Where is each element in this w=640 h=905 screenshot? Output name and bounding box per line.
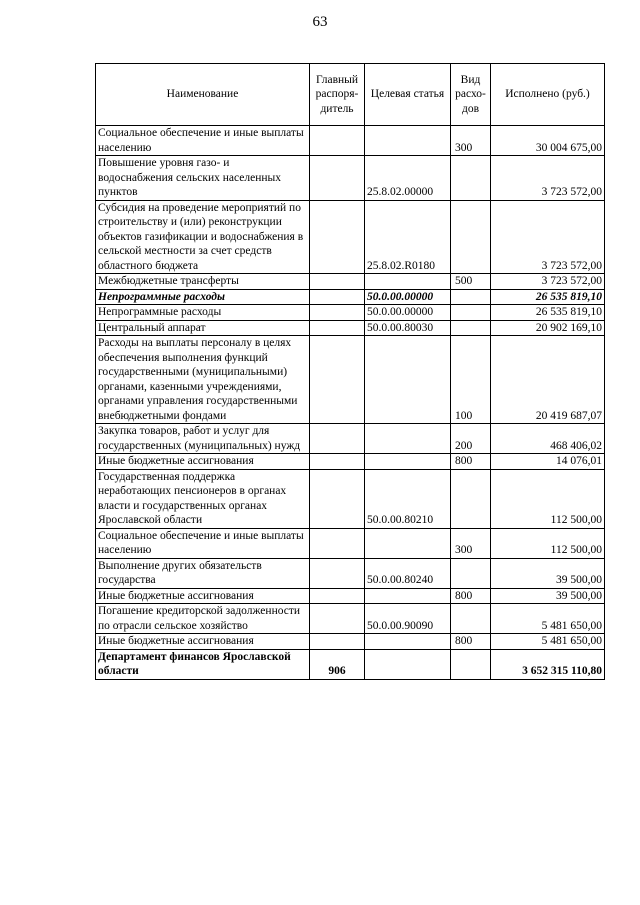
cell-executed: 26 535 819,10 — [491, 305, 605, 321]
cell-main-manager — [310, 424, 365, 454]
cell-target-article: 50.0.00.00000 — [365, 289, 451, 305]
cell-main-manager — [310, 454, 365, 470]
cell-name: Социальное обеспечение и иные выплаты населению — [96, 528, 310, 558]
header-target-article: Целевая статья — [365, 64, 451, 126]
cell-executed: 14 076,01 — [491, 454, 605, 470]
table-row — [96, 336, 605, 424]
table-row — [96, 528, 605, 558]
table-row — [96, 424, 605, 454]
table-header-row — [96, 64, 605, 126]
cell-expense-type: 300 — [451, 528, 491, 558]
table-row — [96, 588, 605, 604]
cell-main-manager — [310, 289, 365, 305]
cell-executed: 3 723 572,00 — [491, 274, 605, 290]
cell-executed: 26 535 819,10 — [491, 289, 605, 305]
table-row — [96, 469, 605, 528]
cell-name: Межбюджетные трансферты — [96, 274, 310, 290]
page-number: 63 — [312, 14, 328, 30]
cell-executed: 468 406,02 — [491, 424, 605, 454]
cell-name: Иные бюджетные ассигнования — [96, 588, 310, 604]
cell-main-manager — [310, 156, 365, 201]
table-row — [96, 649, 605, 679]
table-row — [96, 289, 605, 305]
cell-main-manager — [310, 320, 365, 336]
cell-executed: 5 481 650,00 — [491, 634, 605, 650]
cell-name: Закупка товаров, работ и услуг для государственных (муниципальных) нужд — [96, 424, 310, 454]
cell-target-article: 50.0.00.00000 — [365, 305, 451, 321]
table-row — [96, 274, 605, 290]
cell-executed: 39 500,00 — [491, 588, 605, 604]
cell-target-article: 50.0.00.80240 — [365, 558, 451, 588]
cell-executed: 20 902 169,10 — [491, 320, 605, 336]
cell-main-manager — [310, 200, 365, 274]
cell-main-manager — [310, 528, 365, 558]
cell-expense-type — [451, 320, 491, 336]
cell-target-article: 50.0.00.80030 — [365, 320, 451, 336]
header-main-manager: Главный распоря-дитель — [310, 64, 365, 126]
cell-name: Непрограммные расходы — [96, 305, 310, 321]
cell-executed: 3 652 315 110,80 — [491, 649, 605, 679]
cell-expense-type — [451, 604, 491, 634]
cell-expense-type: 800 — [451, 634, 491, 650]
cell-name: Иные бюджетные ассигнования — [96, 634, 310, 650]
cell-name: Иные бюджетные ассигнования — [96, 454, 310, 470]
cell-expense-type — [451, 469, 491, 528]
cell-name: Повышение уровня газо- и водоснабжения сельских населенных пунктов — [96, 156, 310, 201]
cell-target-article — [365, 528, 451, 558]
cell-expense-type — [451, 305, 491, 321]
cell-target-article — [365, 649, 451, 679]
table-body — [96, 126, 605, 680]
cell-target-article — [365, 454, 451, 470]
cell-expense-type: 300 — [451, 126, 491, 156]
table-row — [96, 558, 605, 588]
cell-expense-type — [451, 289, 491, 305]
cell-target-article: 50.0.00.80210 — [365, 469, 451, 528]
cell-name: Социальное обеспечение и иные выплаты населению — [96, 126, 310, 156]
cell-main-manager — [310, 336, 365, 424]
cell-main-manager — [310, 588, 365, 604]
cell-main-manager: 906 — [310, 649, 365, 679]
cell-main-manager — [310, 274, 365, 290]
cell-expense-type: 200 — [451, 424, 491, 454]
cell-target-article — [365, 634, 451, 650]
table-row — [96, 454, 605, 470]
cell-target-article: 50.0.00.90090 — [365, 604, 451, 634]
table-row — [96, 126, 605, 156]
cell-executed: 5 481 650,00 — [491, 604, 605, 634]
cell-target-article — [365, 274, 451, 290]
cell-expense-type — [451, 200, 491, 274]
cell-target-article: 25.8.02.00000 — [365, 156, 451, 201]
table-row — [96, 634, 605, 650]
cell-expense-type — [451, 558, 491, 588]
table-row — [96, 604, 605, 634]
cell-executed: 112 500,00 — [491, 528, 605, 558]
cell-executed: 20 419 687,07 — [491, 336, 605, 424]
cell-name: Погашение кредиторской задолженности по отрасли сельское хозяйство — [96, 604, 310, 634]
cell-name: Расходы на выплаты персоналу в целях обеспечения выполнения функций государственными (муниципальными) органами, казенными учреждениями, органами управления государственными внебюджетными фондами — [96, 336, 310, 424]
cell-main-manager — [310, 558, 365, 588]
cell-main-manager — [310, 469, 365, 528]
budget-table — [95, 63, 605, 680]
cell-executed: 30 004 675,00 — [491, 126, 605, 156]
cell-executed: 3 723 572,00 — [491, 200, 605, 274]
cell-executed: 112 500,00 — [491, 469, 605, 528]
cell-main-manager — [310, 305, 365, 321]
cell-target-article: 25.8.02.R0180 — [365, 200, 451, 274]
cell-main-manager — [310, 604, 365, 634]
table-row — [96, 320, 605, 336]
cell-target-article — [365, 126, 451, 156]
header-executed: Исполнено (руб.) — [491, 64, 605, 126]
cell-expense-type: 100 — [451, 336, 491, 424]
cell-target-article — [365, 588, 451, 604]
cell-expense-type: 800 — [451, 588, 491, 604]
cell-target-article — [365, 424, 451, 454]
cell-executed: 39 500,00 — [491, 558, 605, 588]
table-row — [96, 305, 605, 321]
cell-name: Непрограммные расходы — [96, 289, 310, 305]
table-row — [96, 156, 605, 201]
cell-name: Центральный аппарат — [96, 320, 310, 336]
cell-expense-type — [451, 649, 491, 679]
cell-expense-type: 800 — [451, 454, 491, 470]
cell-expense-type: 500 — [451, 274, 491, 290]
cell-target-article — [365, 336, 451, 424]
cell-name: Государственная поддержка неработающих пенсионеров в органах власти и государственных органах Ярославской области — [96, 469, 310, 528]
cell-name: Выполнение других обязательств государства — [96, 558, 310, 588]
header-expense-type: Вид расхо-дов — [451, 64, 491, 126]
cell-executed: 3 723 572,00 — [491, 156, 605, 201]
cell-main-manager — [310, 126, 365, 156]
header-name: Наименование — [96, 64, 310, 126]
cell-name: Субсидия на проведение мероприятий по строительству и (или) реконструкции объектов газификации и водоснабжения в сельской местности за счет средств областного бюджета — [96, 200, 310, 274]
cell-expense-type — [451, 156, 491, 201]
table-row — [96, 200, 605, 274]
cell-name: Департамент финансов Ярославской области — [96, 649, 310, 679]
cell-main-manager — [310, 634, 365, 650]
